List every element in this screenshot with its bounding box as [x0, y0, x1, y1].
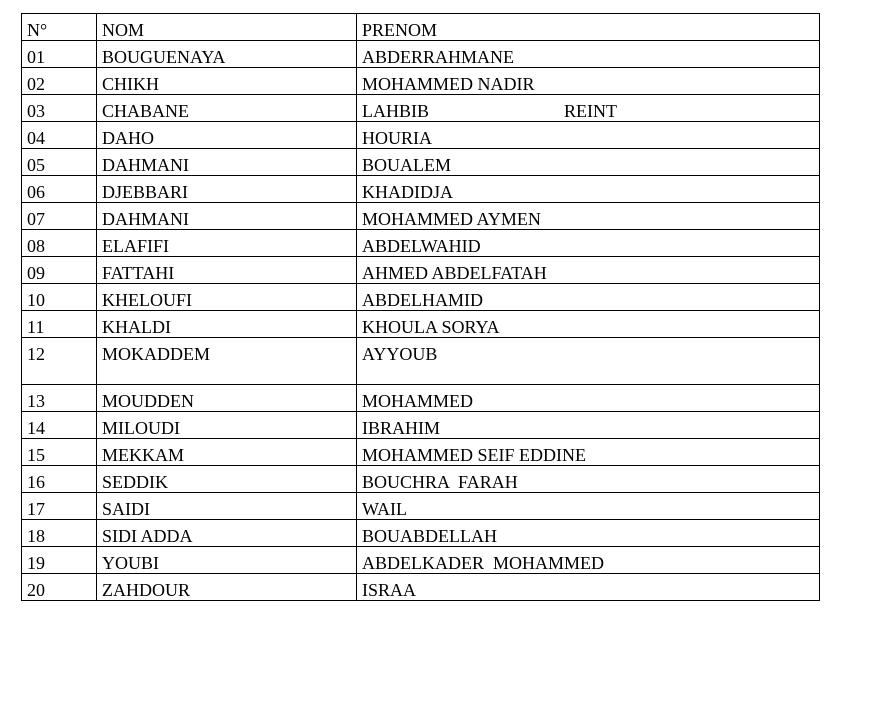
- cell-number: 19: [22, 547, 97, 574]
- cell-number: 07: [22, 203, 97, 230]
- cell-number: 08: [22, 230, 97, 257]
- cell-number: 14: [22, 412, 97, 439]
- table-row: [22, 466, 820, 493]
- cell-prenom: BOUABDELLAH: [357, 520, 820, 547]
- table-row: [22, 493, 820, 520]
- cell-prenom: WAIL: [357, 493, 820, 520]
- cell-nom: MILOUDI: [97, 412, 357, 439]
- cell-number: 05: [22, 149, 97, 176]
- cell-nom: YOUBI: [97, 547, 357, 574]
- cell-number: 02: [22, 68, 97, 95]
- table-row: [22, 149, 820, 176]
- cell-nom: BOUGUENAYA: [97, 41, 357, 68]
- cell-nom: MOKADDEM: [97, 338, 357, 385]
- table-row: [22, 95, 820, 122]
- table-row: [22, 412, 820, 439]
- header-nom: NOM: [97, 14, 357, 41]
- table-row: [22, 176, 820, 203]
- table-row: [22, 203, 820, 230]
- table-row: [22, 257, 820, 284]
- cell-nom: ZAHDOUR: [97, 574, 357, 601]
- cell-prenom: BOUCHRA FARAH: [357, 466, 820, 493]
- cell-number: 01: [22, 41, 97, 68]
- cell-number: 12: [22, 338, 97, 385]
- cell-nom: MEKKAM: [97, 439, 357, 466]
- cell-nom: SIDI ADDA: [97, 520, 357, 547]
- cell-prenom: MOHAMMED: [357, 385, 820, 412]
- cell-nom: KHALDI: [97, 311, 357, 338]
- cell-prenom: HOURIA: [357, 122, 820, 149]
- cell-number: 15: [22, 439, 97, 466]
- cell-prenom: ISRAA: [357, 574, 820, 601]
- cell-nom: DJEBBARI: [97, 176, 357, 203]
- cell-prenom: BOUALEM: [357, 149, 820, 176]
- cell-number: 20: [22, 574, 97, 601]
- cell-nom: CHIKH: [97, 68, 357, 95]
- cell-number: 04: [22, 122, 97, 149]
- table-row: [22, 547, 820, 574]
- cell-number: 06: [22, 176, 97, 203]
- table-row: [22, 520, 820, 547]
- table-header-row: [22, 14, 820, 41]
- cell-prenom: MOHAMMED AYMEN: [357, 203, 820, 230]
- cell-nom: CHABANE: [97, 95, 357, 122]
- cell-prenom: ABDELKADER MOHAMMED: [357, 547, 820, 574]
- table-row: [22, 284, 820, 311]
- cell-prenom: ABDERRAHMANE: [357, 41, 820, 68]
- table-row: [22, 311, 820, 338]
- cell-number: 13: [22, 385, 97, 412]
- student-roster-table: [21, 13, 820, 601]
- cell-nom: SAIDI: [97, 493, 357, 520]
- cell-number: 11: [22, 311, 97, 338]
- cell-prenom: KHADIDJA: [357, 176, 820, 203]
- cell-prenom: KHOULA SORYA: [357, 311, 820, 338]
- cell-nom: ELAFIFI: [97, 230, 357, 257]
- cell-number: 17: [22, 493, 97, 520]
- cell-prenom: AHMED ABDELFATAH: [357, 257, 820, 284]
- cell-nom: FATTAHI: [97, 257, 357, 284]
- table-row: [22, 338, 820, 385]
- table-row: [22, 574, 820, 601]
- cell-prenom: LAHBIB REINT: [357, 95, 820, 122]
- cell-number: 10: [22, 284, 97, 311]
- header-prenom: PRENOM: [357, 14, 820, 41]
- table-row: [22, 439, 820, 466]
- cell-nom: DAHMANI: [97, 149, 357, 176]
- table-row: [22, 41, 820, 68]
- cell-prenom: ABDELHAMID: [357, 284, 820, 311]
- table-row: [22, 385, 820, 412]
- table-row: [22, 122, 820, 149]
- cell-prenom: AYYOUB: [357, 338, 820, 385]
- cell-prenom: IBRAHIM: [357, 412, 820, 439]
- cell-nom: DAHMANI: [97, 203, 357, 230]
- cell-prenom: MOHAMMED SEIF EDDINE: [357, 439, 820, 466]
- table-row: [22, 68, 820, 95]
- cell-number: 18: [22, 520, 97, 547]
- table-row: [22, 230, 820, 257]
- cell-nom: DAHO: [97, 122, 357, 149]
- cell-prenom: MOHAMMED NADIR: [357, 68, 820, 95]
- cell-nom: SEDDIK: [97, 466, 357, 493]
- cell-number: 09: [22, 257, 97, 284]
- cell-prenom: ABDELWAHID: [357, 230, 820, 257]
- cell-nom: KHELOUFI: [97, 284, 357, 311]
- cell-number: 16: [22, 466, 97, 493]
- header-number: N°: [22, 14, 97, 41]
- cell-number: 03: [22, 95, 97, 122]
- cell-nom: MOUDDEN: [97, 385, 357, 412]
